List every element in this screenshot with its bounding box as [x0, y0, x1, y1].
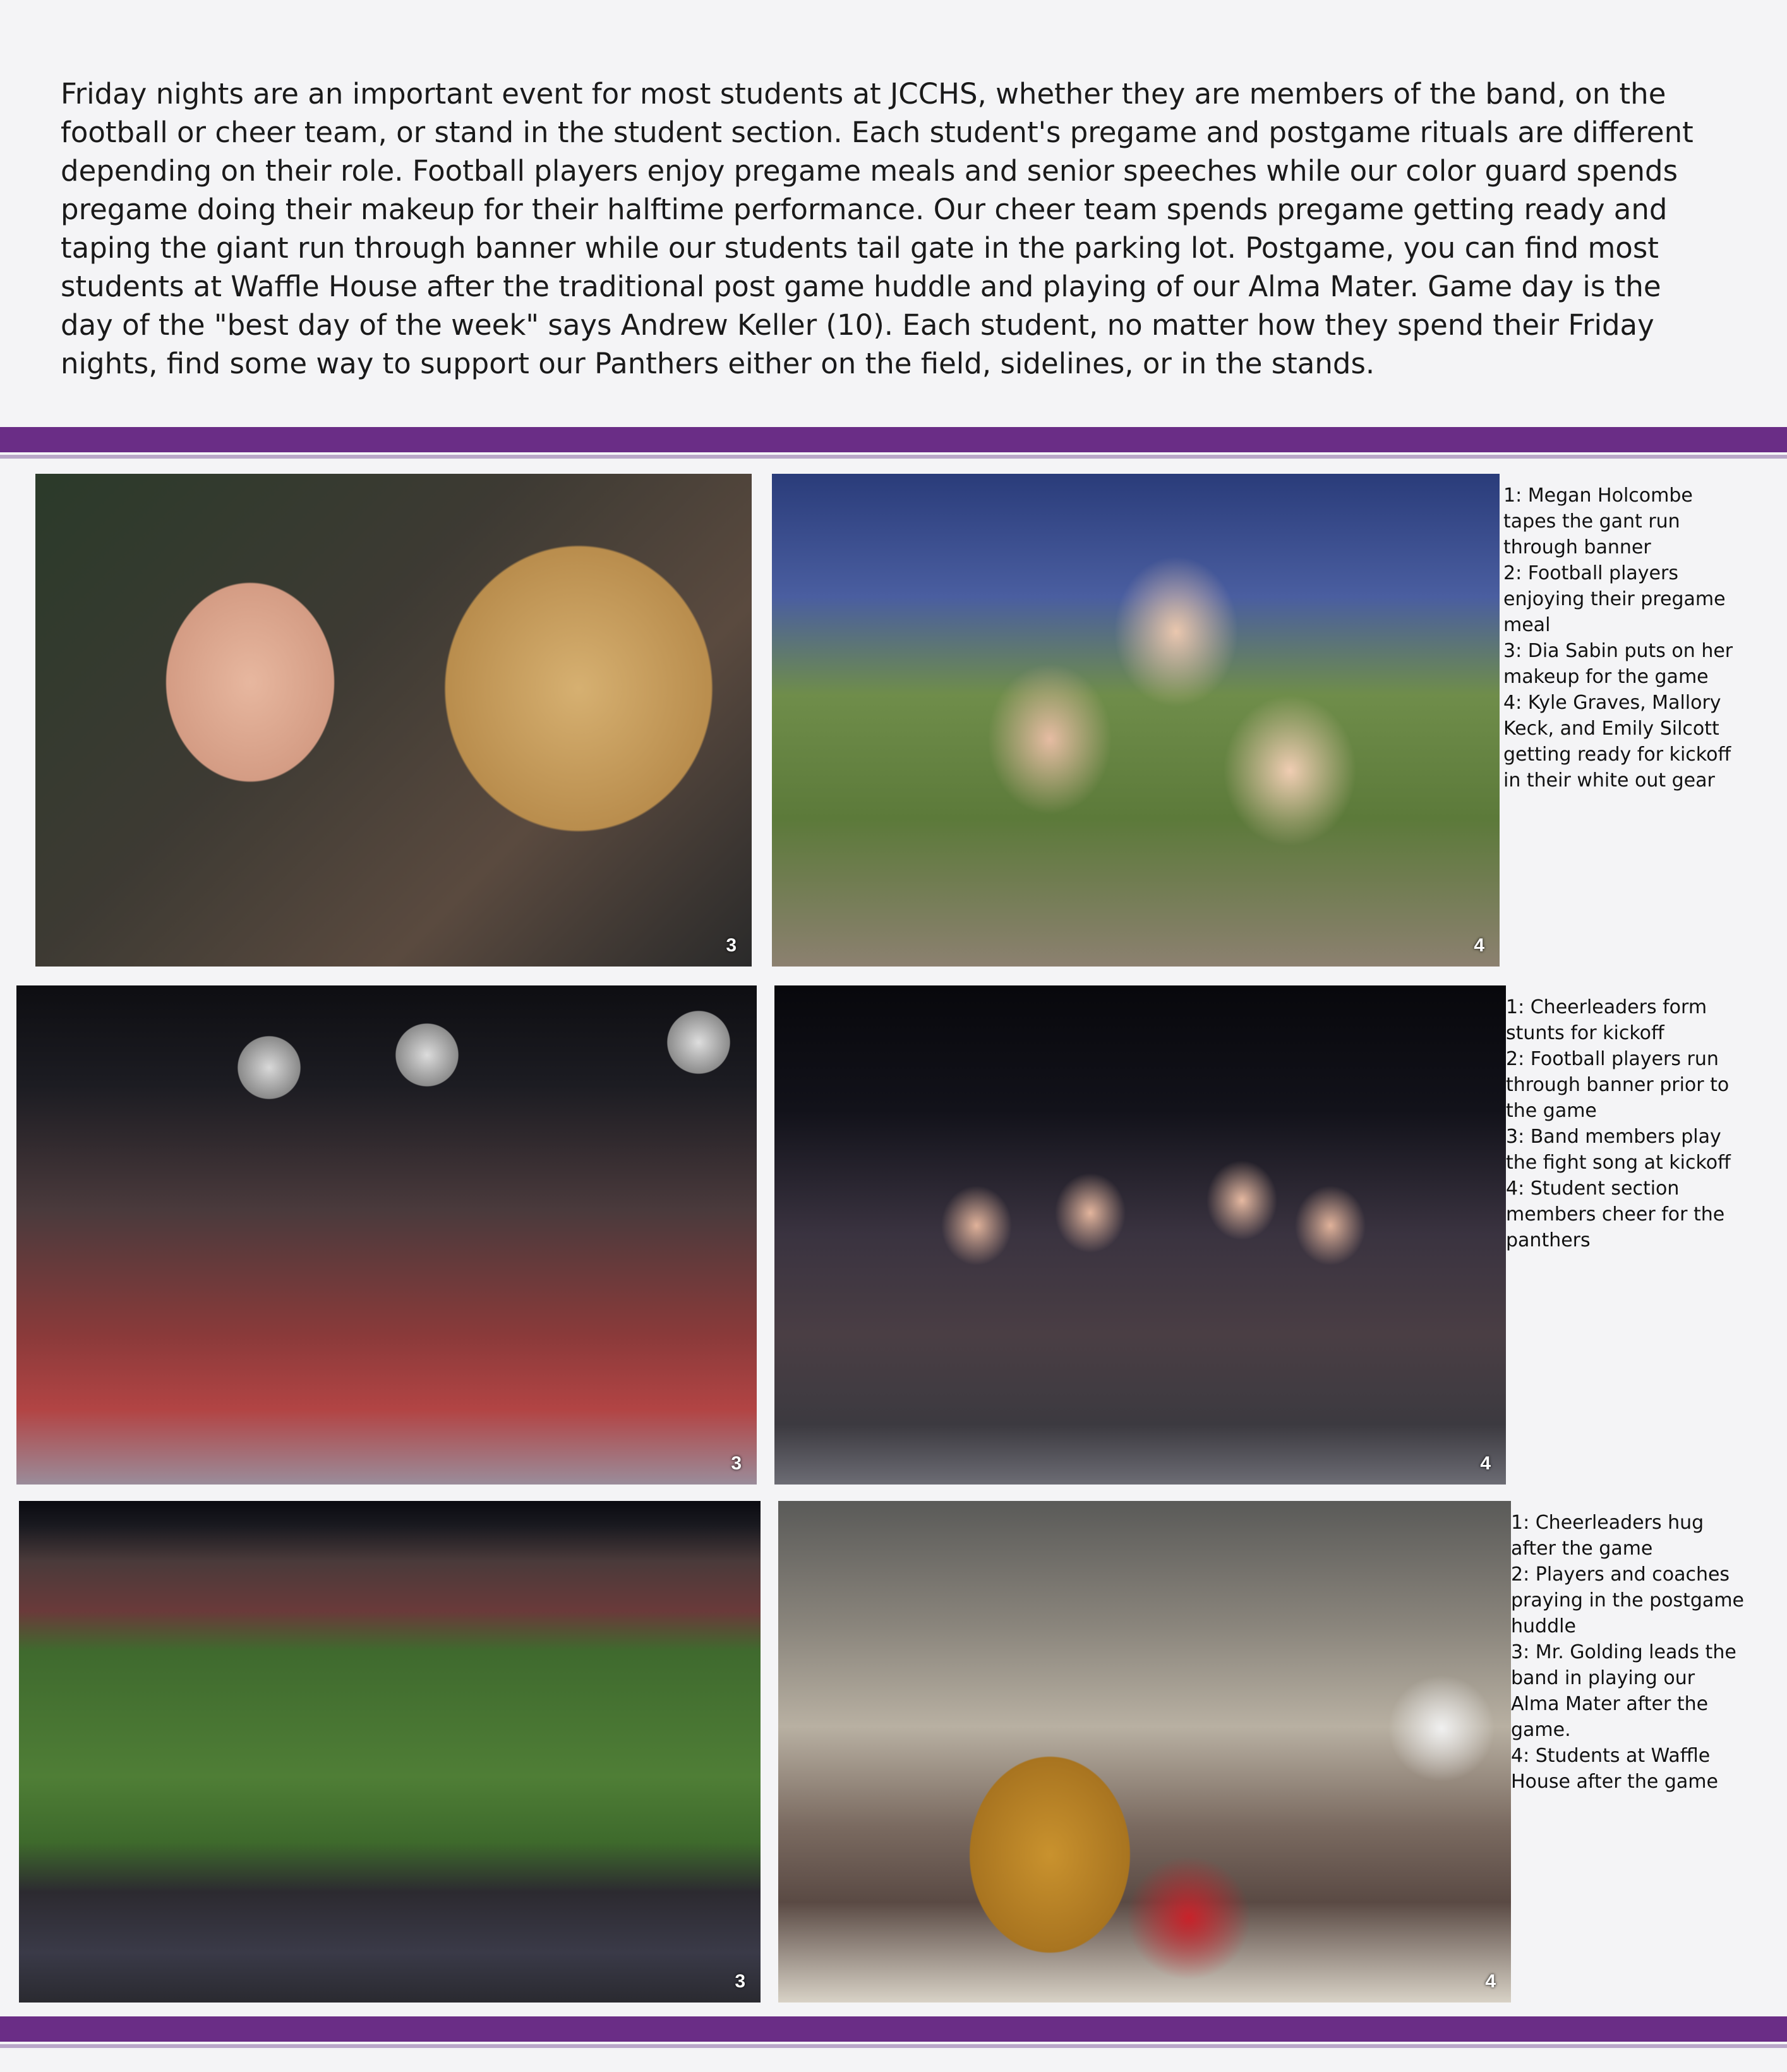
purple-divider-top: [0, 427, 1787, 452]
caption-item: 1: Megan Holcombe tapes the gant run through banner: [1503, 485, 1693, 558]
caption-item: 4: Kyle Graves, Mallory Keck, and Emily Silcott getting ready for kickoff in their white out gear: [1503, 692, 1731, 792]
caption-block-row1: [1503, 483, 1737, 793]
caption-item: 3: Dia Sabin puts on her makeup for the game: [1503, 640, 1733, 688]
photo-number: 4: [1485, 1971, 1496, 1992]
caption-item: 4: Students at Waffle House after the game: [1511, 1745, 1718, 1793]
intro-paragraph: Friday nights are an important event for most students at JCCHS, whether they are members of the band, on the football or cheer team, or stand in the student section. Each student's pregame and postgame rituals are different depending on their role. Football players enjoy pregame meals and senior speeches while our color guard spends pregame doing their makeup for their halftime performance. Our cheer team spends pregame getting ready and taping the giant run through banner while our students tail gate in the parking lot. Postgame, you can find most students at Waffle House after the traditional post game huddle and playing of our Alma Mater. Game day is the day of the "best day of the week" says Andrew Keller (10). Each student, no matter how they spend their Friday nights, find some way to support our Panthers either on the field, sidelines, or in the stands.: [61, 77, 1694, 380]
caption-item: 4: Student section members cheer for the panthers: [1506, 1178, 1725, 1251]
caption-item: 2: Football players run through banner prior to the game: [1506, 1048, 1730, 1122]
purple-divider-bottom: [0, 2016, 1787, 2042]
photo-number: 3: [726, 935, 737, 956]
photo-student-section: [774, 985, 1506, 1485]
caption-item: 2: Football players enjoying their pregame meal: [1503, 562, 1726, 636]
caption-block-row2: [1506, 994, 1740, 1253]
photo-white-out-friends: [772, 474, 1500, 967]
caption-item: 1: Cheerleaders form stunts for kickoff: [1506, 996, 1707, 1044]
caption-item: 3: Mr. Golding leads the band in playing our Alma Mater after the game.: [1511, 1641, 1736, 1741]
photo-band-playing: [16, 985, 757, 1485]
photo-number: 3: [735, 1971, 745, 1992]
photo-number: 3: [731, 1453, 742, 1474]
photo-number: 4: [1480, 1453, 1491, 1474]
photo-band-alma-mater: [19, 1501, 761, 2003]
caption-item: 3: Band members play the fight song at kickoff: [1506, 1126, 1731, 1174]
caption-item: 1: Cheerleaders hug after the game: [1511, 1512, 1704, 1560]
caption-item: 2: Players and coaches praying in the postgame huddle: [1511, 1563, 1744, 1637]
photo-number: 4: [1474, 935, 1484, 956]
photo-waffle-house: [778, 1501, 1511, 2003]
caption-block-row3: [1511, 1510, 1745, 1795]
photo-color-guard-makeup: [35, 474, 752, 967]
